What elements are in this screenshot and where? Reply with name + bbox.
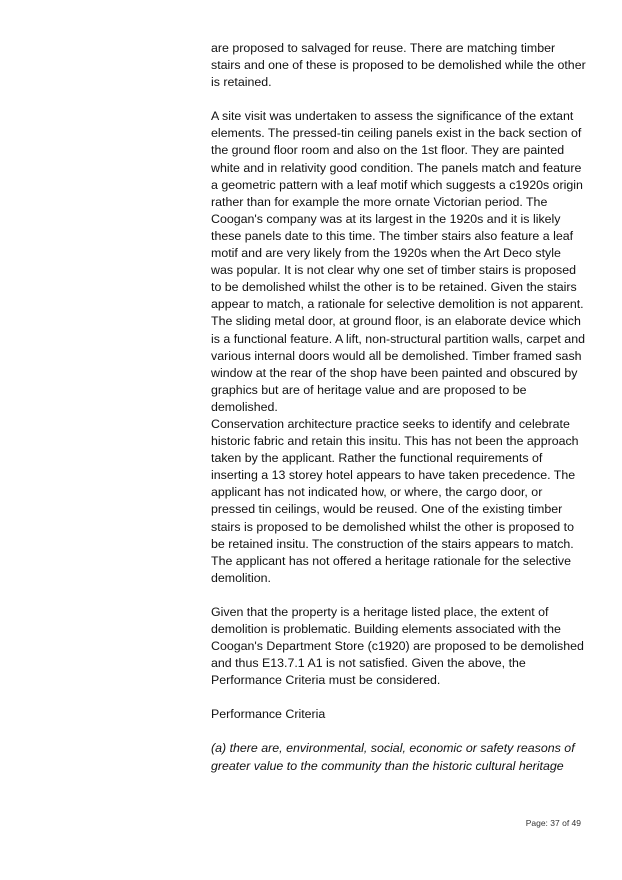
section-heading-performance-criteria: Performance Criteria: [211, 707, 326, 722]
page-number: Page: 37 of 49: [525, 818, 581, 828]
paragraph-stairs-salvage: are proposed to salvaged for reuse. There are matching timber stairs and one of these is proposed to be demolished while the other is retained.: [211, 41, 586, 90]
paragraph-site-visit: A site visit was undertaken to assess the significance of the extant elements. The pressed-tin ceiling panels exist in the back section of the ground floor room and also on the 1st floor. They are painted white and in relativity good condition. The panels match and feature a geometric pattern with a leaf motif which suggests a c1920s origin rather than for example the more ornate Victorian period. The Coogan's company was at its largest in the 1920s and it is likely these panels date to this time. The timber stairs also feature a leaf motif and are very likely from the 1920s when the Art Deco style was popular. It is not clear why one set of timber stairs is proposed to be demolished whilst the other is to be retained. Given the stairs appear to match, a rationale for selective demolition is not apparent. The sliding metal door, at ground floor, is an elaborate device which is a functional feature. A lift, non-structural partition walls, carpet and various internal doors would all be demolished. Timber framed sash window at the rear of the shop have been painted and obscured by graphics but are of heritage value and are proposed to be demolished.: [211, 109, 585, 414]
criterion-a-text: (a) there are, environmental, social, economic or safety reasons of greater value to the community than the historic cultural heritage: [211, 741, 575, 773]
document-body: [211, 40, 586, 775]
paragraph-heritage-listed: Given that the property is a heritage listed place, the extent of demolition is problematic. Building elements associated with the Coogan's Department Store (c1920) are proposed to be demolished and thus E13.7.1 A1 is not satisfied. Given the above, the Performance Criteria must be considered.: [211, 604, 584, 688]
paragraph-conservation-practice: Conservation architecture practice seeks to identify and celebrate historic fabric and retain this insitu. This has not been the approach taken by the applicant. Rather the functional requirements of inserting a 13 storey hotel appears to have taken precedence. The applicant has not indicated how, or where, the cargo door, or pressed tin ceilings, would be reused. One of the existing timber stairs is proposed to be demolished whilst the other is proposed to be retained insitu. The construction of the stairs appears to match. The applicant has not offered a heritage rationale for the selective demolition.: [211, 416, 579, 585]
